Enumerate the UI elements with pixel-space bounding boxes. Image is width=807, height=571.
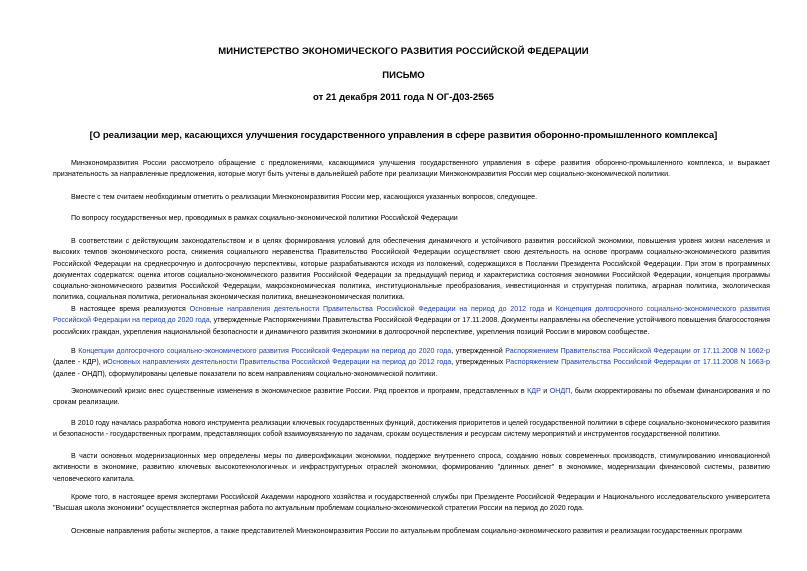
- document-date-number: от 21 декабря 2011 года N ОГ-Д03-2565: [313, 92, 494, 103]
- document-type: ПИСЬМО: [382, 70, 425, 81]
- paragraph-9: В части основных модернизационных мер определены меры по диверсификации экономики, поддержке внутреннего спроса, созданию новых современных производств, стимулированию инновационной активности в экономике, развитию ключевых высокотехнологичных и инфраструктурных отраслей экономики, формированию "длинных денег" в экономике, модернизации финансовой системы, развитию человеческого капитала.: [53, 452, 770, 483]
- paragraph-8: В 2010 году началась разработка нового инструмента реализации ключевых государственных функций, достижения приоритетов и целей государственной политики в сфере социально-экономического развития и безопасности - государственных программ, представляющих собой взаимоувязанную по задачам, срокам осуществления и ресурсам систему мероприятий и инструментов государственной политики.: [53, 419, 770, 439]
- link-ondp-2012[interactable]: Основные направления деятельности Правительства Российской Федерации на период до 2012 года: [189, 305, 545, 313]
- text: В настоящее время реализуются: [71, 305, 190, 313]
- paragraph-6: [53, 346, 770, 380]
- link-ondp[interactable]: ОНДП: [549, 387, 571, 395]
- text: В: [71, 347, 79, 355]
- text: , утвержденных: [451, 358, 506, 367]
- paragraph-5: [53, 304, 770, 338]
- paragraph-4: В соответствии с действующим законодательством и в целях формирования условий для обеспечения динамичного и устойчивого развития российской экономики, повышения уровня жизни населения и высоких темпов экономического роста, снижения социального неравенства Правительство Российской Федерации осуществляет свою деятельность на основе программ социально-экономического развития Российской Федерации на среднесрочную и долгосрочную перспективы, которые разрабатываются исходя из положений, содержащихся в Послании Президента Российской Федерации. При этом в программных документах содержатся: оценка итогов социально-экономического развития Российской Федерации за предыдущий период и характеристика состояния экономики Российской Федерации, концепция программы социально-экономического развития Российской Федерации, макроэкономическая политика, институциональные преобразования, инвестиционная и структурная политика, аграрная политика, экологическая политика, социальная политика, региональная экономическая политика, внешнеэкономическая политика.: [53, 237, 770, 302]
- document-subject: [О реализации мер, касающихся улучшения государственного управления в сфере развития оборонно-промышленного комплекса]: [89, 130, 718, 141]
- paragraph-1: Минэкономразвития России рассмотрело обращение с предложениями, касающимися улучшения государственного управления в сфере развития оборонно-промышленного комплекса, и выражает признательность за направленные предложения, которые могут быть учтены в дальнейшей работе при реализации Минэкономразвития России мер социально-экономической политики.: [53, 159, 770, 179]
- paragraph-10: Кроме того, в настоящее время экспертами Российской Академии народного хозяйства и государственной службы при Президенте Российской Федерации и Национального исследовательского университета "Высшая школа экономики" осуществляется экспертная работа по актуальным проблемам социально-экономической стратегии России на период до 2020 года.: [53, 493, 770, 513]
- link-order-1662[interactable]: Распоряжением Правительства Российской Федерации от 17.11.2008 N 1662-р: [505, 347, 770, 355]
- text: (далее - ОНДП), сформулированы целевые показатели по всем направлениям социально-экономической политики.: [53, 369, 438, 378]
- paragraph-7: [53, 386, 770, 409]
- paragraph-11: Основные направления работы экспертов, а также представителей Минэкономразвития России по актуальным проблемам социально-экономического развития и реализации государственных программ: [71, 527, 742, 535]
- link-kdr-2020[interactable]: Концепция долгосрочного социально-экономического развития Российской Федерации на период до 2020 года: [53, 305, 770, 325]
- paragraph-2: Вместе с тем считаем необходимым отметить о реализации Минэкономразвития России мер, касающихся указанных вопросов, следующее.: [71, 193, 538, 201]
- text: и: [544, 305, 556, 313]
- link-order-1663[interactable]: Распоряжением Правительства Российской Федерации от 17.11.2008 N 1663-р: [505, 358, 770, 367]
- text: , были скорректированы по объемам финансирования и по срокам реализации.: [53, 387, 771, 407]
- text: Экономический кризис внес существенные изменения в экономическое развитие России. Ряд проектов и программ, представленных в: [71, 387, 528, 395]
- text: , утвержденные Распоряжениями Правительства Российской Федерации от 17.11.2008. Документы направлены на обеспечение устойчивого повышения благосостояния российских граждан, укрепления национальной безопасности и динамичного развития экономики в долгосрочной перспективе, укрепления позиций России в мировом сообществе.: [53, 316, 770, 336]
- text: , утвержденной: [451, 347, 506, 355]
- link-kdr[interactable]: КДР: [527, 387, 541, 395]
- ministry-title: МИНИСТЕРСТВО ЭКОНОМИЧЕСКОГО РАЗВИТИЯ РОССИЙСКОЙ ФЕДЕРАЦИИ: [218, 46, 589, 57]
- text: и: [540, 387, 550, 395]
- link-ondp-main-directions[interactable]: Основных направлениях деятельности Правительства Российской Федерации на период до 2012 года: [107, 358, 452, 367]
- paragraph-3: По вопросу государственных мер, проводимых в рамках социально-экономической политики Российской Федерации: [71, 214, 458, 222]
- link-kdr-concept[interactable]: Концепции долгосрочного социально-экономического развития Российской Федерации на период до 2020 года: [78, 347, 452, 355]
- text: (далее - КДР), и: [53, 358, 108, 367]
